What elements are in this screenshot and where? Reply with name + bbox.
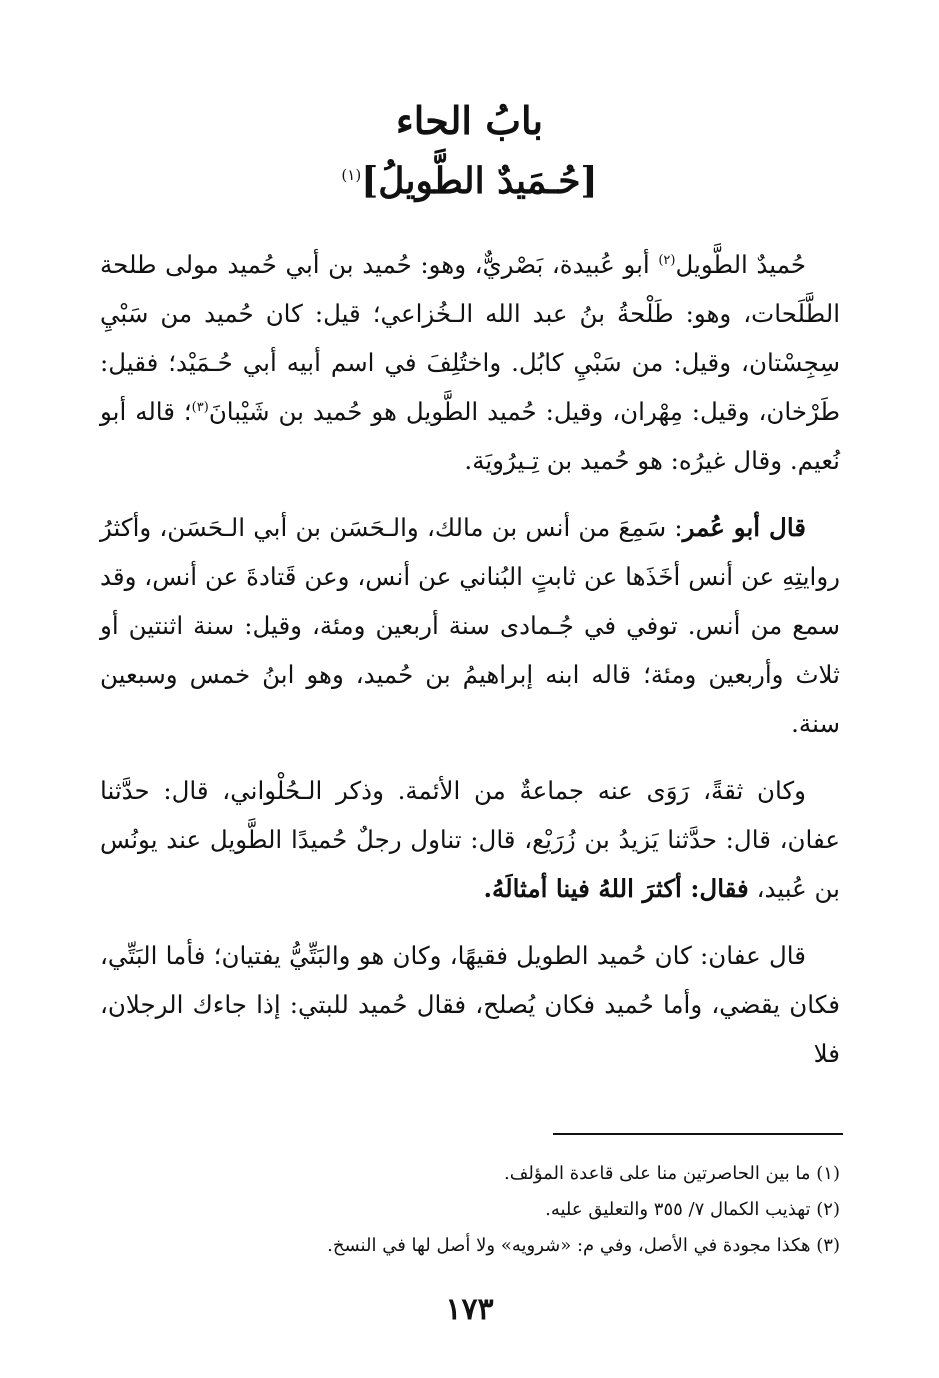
chapter-title: بابُ الحاء bbox=[395, 98, 544, 143]
footnote-2: (٢) تهذيب الكمال ٧/ ٣٥٥ والتعليق عليه. bbox=[545, 1199, 840, 1220]
footnote-3: (٣) هكذا مجودة في الأصل، وفي م: «شرويه» ولا أصل لها في النسخ. bbox=[327, 1235, 840, 1256]
paragraph-2 bbox=[100, 503, 840, 748]
paragraph-4-text: قال عفان: كان حُميد الطويل فقيهًا، وكان هو والبَتِّيُّ يفتيان؛ فأما البَتِّي، فكان يقضي، وأما حُميد فكان يُصلح، فقال حُميد للبتي: إذا جاءك الرجلان، فلا bbox=[100, 941, 840, 1068]
footnote-ref-2: (٢) bbox=[658, 252, 676, 268]
paragraph-3-quote: فقال: أكثرَ اللهُ فينا أمثالَهُ. bbox=[483, 874, 749, 903]
paragraph-1-part-a: حُميدٌ الطَّويل bbox=[675, 250, 806, 279]
footnote-ref-3: (٣) bbox=[191, 399, 209, 415]
footnote-separator bbox=[553, 1133, 843, 1135]
paragraph-2-text: : سَمِعَ من أنس بن مالك، والـحَسَن بن أبي الـحَسَن، وأكثرُ روايتِهِ عن أنس أخَذَها عن ثابتٍ البُناني عن أنس، وعن قَتادةَ عن أنس، وقد سمع من أنس. توفي في جُـمادى سنة أربعين ومئة، وقيل: سنة اثنتين أو ثلاث وأربعين ومئة؛ قاله ابنه إبراهيمُ بن حُميد، وهو ابنُ خمس وسبعين سنة. bbox=[100, 513, 840, 738]
footnotes bbox=[100, 1156, 840, 1264]
paragraph-1 bbox=[100, 240, 840, 485]
paragraph-3 bbox=[100, 766, 840, 913]
page-number: ١٧٣ bbox=[445, 1292, 494, 1327]
paragraph-3-text: وكان ثقةً، رَوَى عنه جماعةٌ من الأئمة. وذكر الـحُلْواني، قال: حدَّثنا عفان، قال: حدَّثنا يَزيدُ بن زُرَيْع، قال: تناول رجلٌ حُميدًا الطَّويل عند يونُس بن عُبيد، bbox=[100, 776, 840, 903]
paragraph-1-part-b: أبو عُبيدة، بَصْريٌّ، وهو: حُميد بن أبي حُميد مولى طلحة الطَّلَحات، وهو: طَلْحةُ بنُ عبد الله الـخُزاعي؛ قيل: كان حُميد من سَبْيِ سِجِسْتان، وقيل: من سَبْيِ كابُل. واختُلِفَ في اسم أبيه أبي حُـمَيْد؛ فقيل: طَرْخان، وقيل: مِهْران، وقيل: حُميد الطَّويل هو حُميد بن شَيْبانَ bbox=[100, 250, 840, 426]
paragraph-4 bbox=[100, 931, 840, 1078]
paragraph-2-lead: قال أبو عُمر bbox=[682, 513, 806, 542]
main-text bbox=[100, 240, 840, 1096]
paragraph-1-part-c: ؛ قاله أبو نُعيم. وقال غيرُه: هو حُميد بن تِـيرُويَة. bbox=[100, 397, 840, 475]
entry-title-text: [حُـمَيدٌ الطَّويلُ] bbox=[361, 160, 598, 202]
entry-title bbox=[0, 160, 939, 203]
footnote-ref-1: (١) bbox=[341, 166, 362, 184]
footnote-1: (١) ما بين الحاصرتين منا على قاعدة المؤلف. bbox=[504, 1163, 840, 1184]
